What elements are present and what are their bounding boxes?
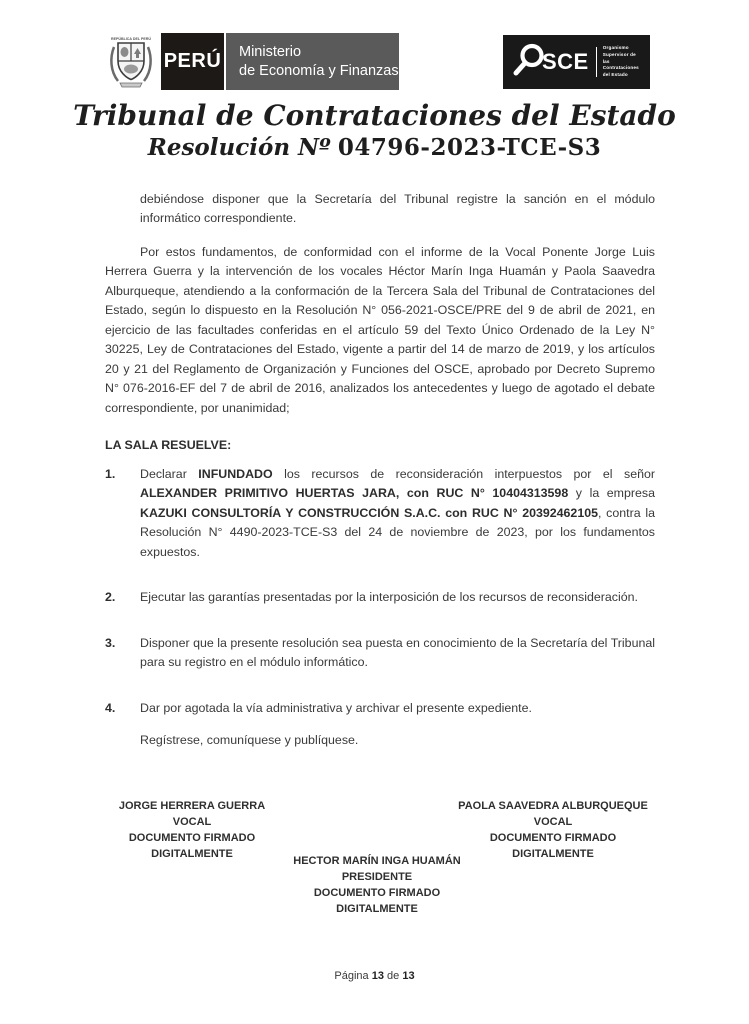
government-logo xyxy=(108,33,399,90)
resolve-item-1 xyxy=(105,465,655,563)
ministry-box xyxy=(226,33,399,90)
item-number: 2. xyxy=(105,590,116,605)
osce-tagline: Organismo Supervisor de las Contrataciones del Estado xyxy=(602,44,639,78)
resolve-heading: LA SALA RESUELVE: xyxy=(105,438,232,453)
signed-digitally-line2: DIGITALMENTE xyxy=(336,903,418,915)
item-number: 3. xyxy=(105,635,116,650)
magnifier-icon xyxy=(511,42,545,83)
item-text: Dar por agotada la vía administrativa y archivar el presente expediente. xyxy=(140,700,532,715)
item-number: 4. xyxy=(105,700,116,715)
signed-digitally-line1: DOCUMENTO FIRMADO xyxy=(128,832,256,844)
osce-logo xyxy=(503,35,650,89)
paragraph-fundamentos: Por estos fundamentos, de conformidad con el informe de la Vocal Ponente Jorge Luis Herrera Guerra y la intervención de los vocales Héctor Marín Inga Huamán y Paola Saavedra Alburqueque, atendiendo a la conformación de la Tercera Sala del Tribunal de Contrataciones del Estado, según lo dispuesto en la Resolución N° 056-2021-OSCE/PRE del 9 de abril de 2021, en ejercicio de las facultades conferidas en el artículo 59 del Texto Único Ordenado de la Ley N° 30225, Ley de Contrataciones del Estado, vigente a partir del 14 de marzo de 2019, y los artículos 20 y 21 del Reglamento de Organización y Funciones del OSCE, aprobado por Decreto Supremo N° 076-2016-EF del 7 de abril de 2016, analizados los antecedentes y luego de agotado el debate correspondiente, por unanimidad; xyxy=(105,244,655,415)
document-body xyxy=(105,190,655,751)
paragraph-carryover: debiéndose disponer que la Secretaría del Tribunal registre la sanción en el módulo informático correspondiente. xyxy=(140,191,655,226)
resolution-prefix: Resolución Nº xyxy=(147,134,331,161)
resolve-item-4 xyxy=(105,699,655,719)
osce-acronym: SCE xyxy=(542,49,589,74)
peru-wordmark xyxy=(161,33,224,90)
signed-digitally-line1: DOCUMENTO FIRMADO xyxy=(313,887,441,899)
peru-label: PERÚ xyxy=(163,50,222,72)
resolution-title xyxy=(0,134,749,163)
item-text: Ejecutar las garantías presentadas por la interposición de los recursos de reconsideración. xyxy=(140,590,638,605)
signature-vocal-saavedra xyxy=(453,798,653,862)
item-text: Disponer que la presente resolución sea puesta en conocimiento de la Secretaría del Tribunal para su registro en el módulo informático. xyxy=(140,635,655,670)
resolution-number: 04796-2023-TCE-S3 xyxy=(337,134,602,161)
signer-name: PAOLA SAAVEDRA ALBURQUEQUE xyxy=(458,800,648,812)
svg-text:REPÚBLICA DEL PERÚ: REPÚBLICA DEL PERÚ xyxy=(111,37,151,41)
item-text: Declarar INFUNDADO los recursos de reconsideración interpuestos por el señor ALEXANDER PRIMITIVO HUERTAS JARA, con RUC N° 10404313598 y la empresa KAZUKI CONSULTORÍA Y CONSTRUCCIÓN S.A.C. con RUC N° 20392462105, contra la Resolución N° 4490-2023-TCE-S3 del 24 de noviembre de 2023, por los fundamentos expuestos. xyxy=(140,466,656,559)
page-total: 13 xyxy=(402,970,415,982)
signer-name: JORGE HERRERA GUERRA xyxy=(118,800,266,812)
signed-digitally-line2: DIGITALMENTE xyxy=(151,848,233,860)
signed-digitally-line1: DOCUMENTO FIRMADO xyxy=(489,832,617,844)
signer-role: PRESIDENTE xyxy=(341,871,413,883)
page-number-footer xyxy=(0,970,749,982)
item-number: 1. xyxy=(105,466,116,481)
signer-role: VOCAL xyxy=(533,816,573,828)
resolve-item-3 xyxy=(105,634,655,673)
signature-vocal-herrera xyxy=(92,798,292,862)
signed-digitally-line2: DIGITALMENTE xyxy=(512,848,594,860)
of-label: de xyxy=(387,970,400,982)
signer-name: HECTOR MARÍN INGA HUAMÁN xyxy=(293,855,461,867)
closing-formula: Regístrese, comuníquese y publíquese. xyxy=(140,733,359,748)
ministry-line2: de Economía y Finanzas xyxy=(239,62,399,79)
osce-divider xyxy=(596,47,597,77)
page-label: Página xyxy=(334,970,369,982)
resolve-item-2 xyxy=(105,588,655,608)
signature-presidente-inga xyxy=(277,853,477,917)
page-current: 13 xyxy=(371,970,384,982)
header-logo-row xyxy=(108,33,650,90)
document-title: Tribunal de Contrataciones del Estado xyxy=(73,99,676,132)
ministry-line1: Ministerio xyxy=(239,44,302,61)
peru-coat-of-arms-icon xyxy=(108,33,154,90)
signer-role: VOCAL xyxy=(172,816,212,828)
